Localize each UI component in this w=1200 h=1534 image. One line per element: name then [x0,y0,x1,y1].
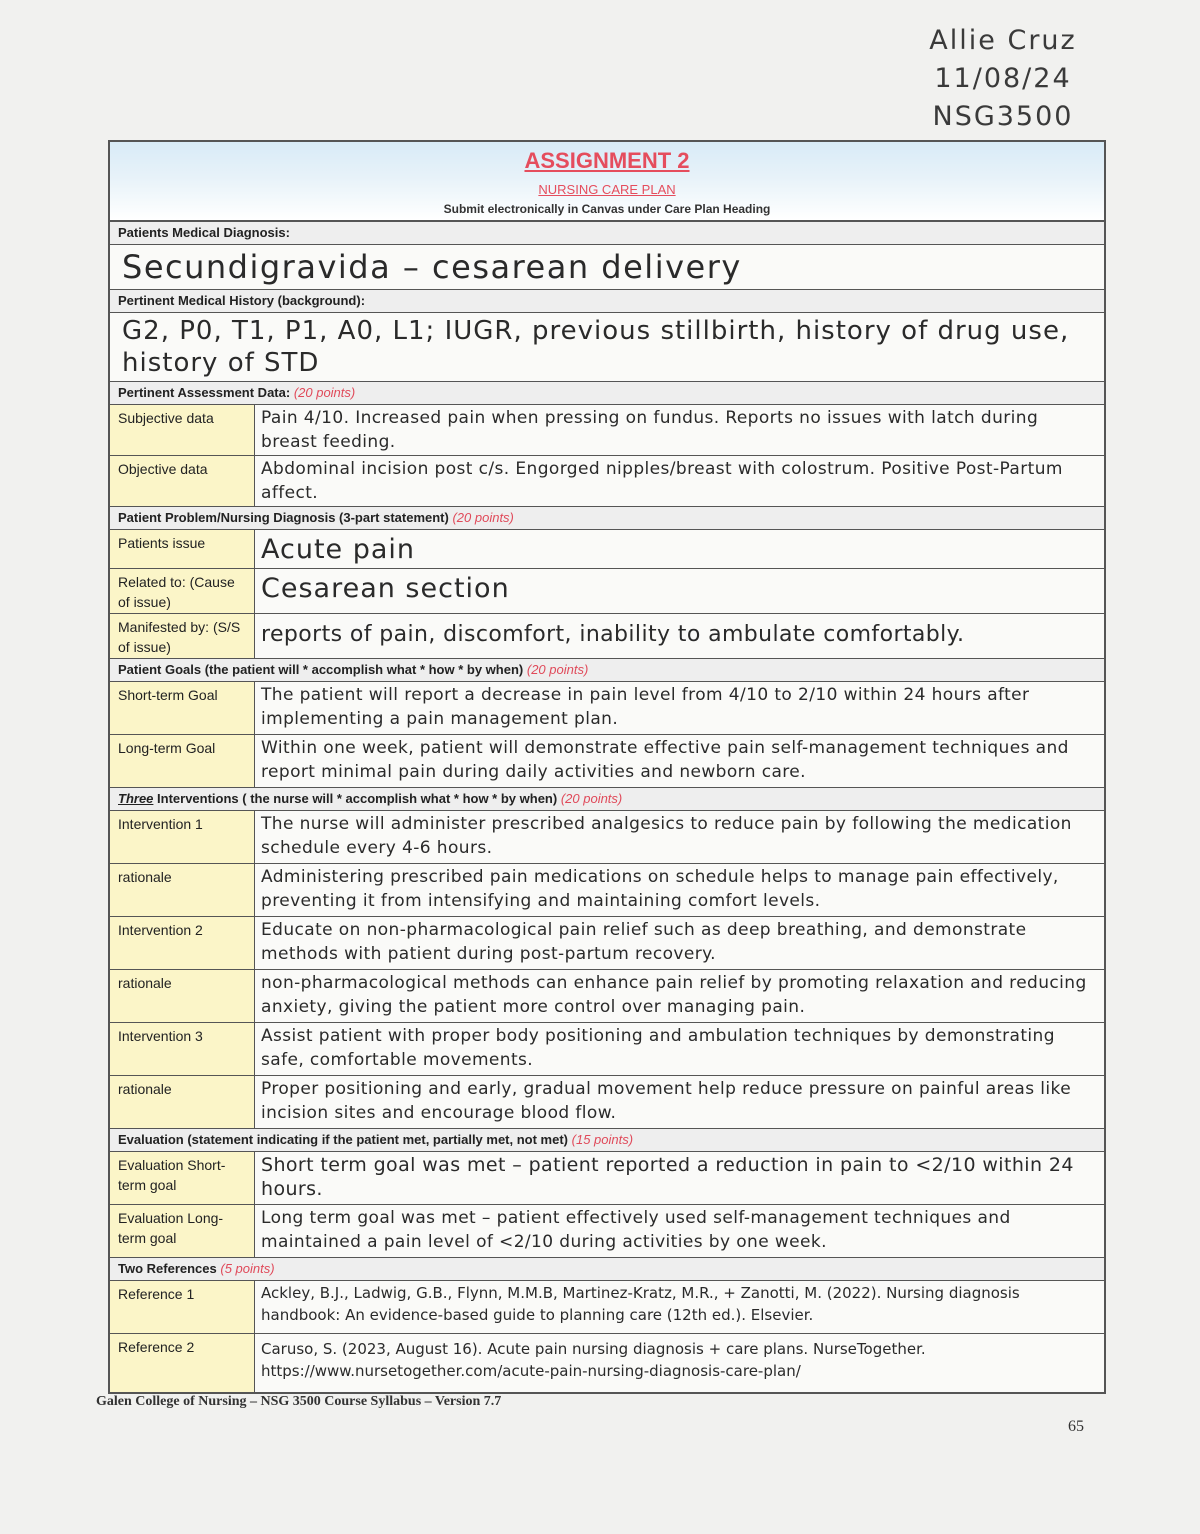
problem-row [110,569,1104,614]
row-value: reports of pain, discomfort, inability to ambulate comfortably. [261,622,965,647]
row-value: Short term goal was met – patient reported a reduction in pain to <2/10 within 24 hours. [261,1154,1074,1200]
row-value: Cesarean section [261,573,510,604]
evaluation-row [110,1152,1104,1205]
section-label: Pertinent Medical History (background): [118,293,366,308]
section-label: Evaluation (statement indicating if the patient met, partially met, not met) [118,1132,569,1147]
section-label-emphasis: Three [118,791,154,806]
diagnosis-value: Secundigravida – cesarean delivery [110,245,1104,290]
rationale-row [110,1076,1104,1128]
section-header-problem [110,507,1104,530]
row-label: Intervention 1 [110,811,255,863]
evaluation-row [110,1205,1104,1257]
history-value: G2, P0, T1, P1, A0, L1; IUGR, previous stillbirth, history of drug use, history of STD [110,313,1104,382]
rationale-row [110,864,1104,917]
form-subtitle: NURSING CARE PLAN [538,182,676,197]
submission-date: 11/08/24 [934,63,1072,94]
row-label: Reference 1 [110,1281,255,1333]
submit-instruction: Submit electronically in Canvas under Care Plan Heading [443,202,771,216]
intervention-row [110,917,1104,970]
course-code: NSG3500 [932,101,1074,132]
row-value: non-pharmacological methods can enhance pain relief by promoting relaxation and reducing anxiety, giving the patient more control over managing pain. [261,973,1087,1017]
section-header-diagnosis [110,222,1104,245]
form-banner [110,142,1104,222]
row-label: Subjective data [110,405,255,455]
section-header-history [110,290,1104,313]
row-label: Patients issue [110,530,255,568]
section-header-references [110,1258,1104,1281]
assessment-row [110,456,1104,506]
intervention-row [110,811,1104,864]
section-label: Patient Goals (the patient will * accomplish what * how * by when) [118,662,524,677]
assessment-row [110,405,1104,456]
row-label: Intervention 3 [110,1023,255,1075]
row-label: Manifested by: (S/S of issue) [110,614,255,658]
problem-row [110,614,1104,658]
footer-text: Galen College of Nursing – NSG 3500 Course Syllabus – Version 7.7 [96,1394,502,1409]
section-label: Interventions ( the nurse will * accomplish what * how * by when) [153,791,558,806]
row-label: Evaluation Short-term goal [110,1152,255,1204]
row-value: Long term goal was met – patient effectively used self-management techniques and maintained a pain level of <2/10 during activities by one week. [261,1208,1011,1252]
row-value: Ackley, B.J., Ladwig, G.B., Flynn, M.M.B, Martinez-Kratz, M.R., + Zanotti, M. (2022). Nursing diagnosis handbook: An evidence-based guide to planning care (12th ed.). Elsevier. [261,1284,1020,1324]
row-label: rationale [110,970,255,1022]
points-label: (20 points) [560,791,623,806]
row-value: Within one week, patient will demonstrate effective pain self-management techniques and report minimal pain during daily activities and newborn care. [261,738,1069,782]
section-label: Patient Problem/Nursing Diagnosis (3-part statement) [118,510,449,525]
row-label: Long-term Goal [110,735,255,787]
row-value: Abdominal incision post c/s. Engorged nipples/breast with colostrum. Positive Post-Partum affect. [261,459,1063,503]
points-label: (20 points) [293,385,356,400]
points-label: (20 points) [526,662,589,677]
row-label: Short-term Goal [110,682,255,734]
row-value: Assist patient with proper body positioning and ambulation techniques by demonstrating safe, comfortable movements. [261,1026,1055,1070]
section-header-interventions [110,788,1104,811]
row-value: Caruso, S. (2023, August 16). Acute pain nursing diagnosis + care plans. NurseTogether. https://www.nursetogether.com/acute-pain-nursing-diagnosis-care-plan/ [261,1340,926,1380]
intervention-row [110,1023,1104,1076]
row-value: Acute pain [261,534,416,565]
student-header-note [918,22,1088,136]
row-label: Intervention 2 [110,917,255,969]
reference-row [110,1334,1104,1392]
section-label: Two References [118,1261,217,1276]
section-header-evaluation [110,1129,1104,1152]
page-number: 65 [1068,1418,1084,1435]
row-label: Objective data [110,456,255,506]
row-label: Related to: (Cause of issue) [110,569,255,613]
care-plan-form [108,140,1106,1394]
row-value: The patient will report a decrease in pain level from 4/10 to 2/10 within 24 hours after implementing a pain management plan. [261,685,1030,729]
row-label: Evaluation Long-term goal [110,1205,255,1257]
points-label: (5 points) [220,1261,275,1276]
rationale-row [110,970,1104,1023]
section-header-assessment [110,382,1104,405]
goal-row [110,735,1104,787]
row-value: Pain 4/10. Increased pain when pressing on fundus. Reports no issues with latch during breast feeding. [261,408,1039,452]
section-label: Patients Medical Diagnosis: [118,225,290,240]
row-label: rationale [110,864,255,916]
row-value: Administering prescribed pain medications on schedule helps to manage pain effectively, preventing it from intensifying and maintaining comfort levels. [261,867,1059,911]
student-name: Allie Cruz [929,25,1077,56]
points-label: (20 points) [452,510,514,525]
assignment-title: ASSIGNMENT 2 [524,148,690,173]
reference-row [110,1281,1104,1334]
row-label: Reference 2 [110,1334,255,1392]
goal-row [110,682,1104,735]
section-header-goals [110,659,1104,682]
row-value: Educate on non-pharmacological pain relief such as deep breathing, and demonstrate methods with patient during post-partum recovery. [261,920,1027,964]
row-value: Proper positioning and early, gradual movement help reduce pressure on painful areas like incision sites and encourage blood flow. [261,1079,1072,1123]
section-label: Pertinent Assessment Data: [118,385,291,400]
problem-row [110,530,1104,569]
row-value: The nurse will administer prescribed analgesics to reduce pain by following the medication schedule every 4-6 hours. [261,814,1072,858]
row-label: rationale [110,1076,255,1128]
points-label: (15 points) [571,1132,634,1147]
